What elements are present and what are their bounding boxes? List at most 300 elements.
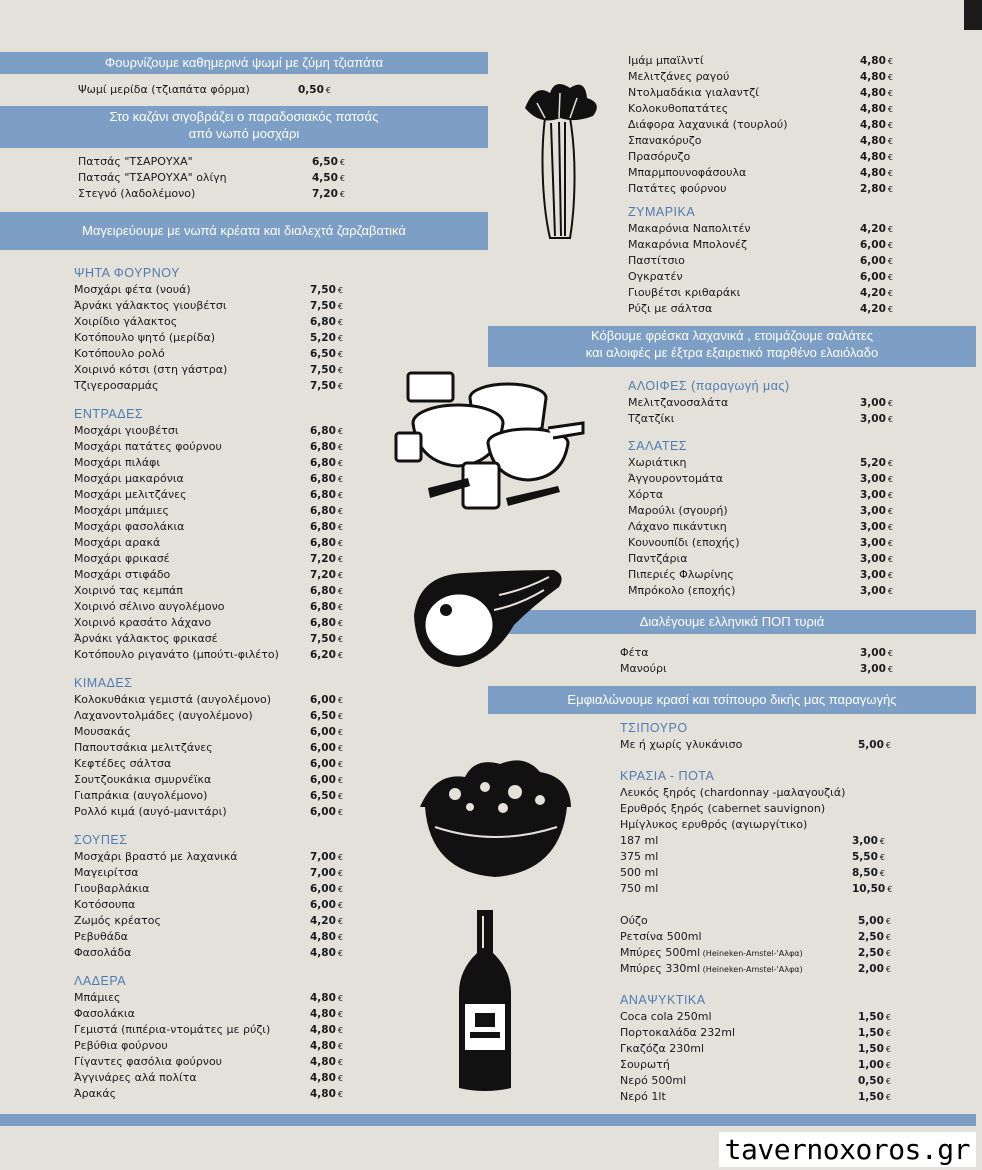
menu-item [620,913,900,929]
currency-symbol: € [337,712,344,721]
menu-item [74,929,352,945]
item-price [860,411,893,428]
item-name-text: Ντολμαδάκια γιαλαντζί [628,86,759,99]
item-price [860,221,893,238]
menu-item [74,647,352,663]
menu-item [78,82,358,98]
currency-symbol: € [887,539,894,548]
menu-item [628,395,900,411]
currency-symbol: € [337,635,344,644]
item-price [310,503,343,520]
item-name-text: Χοιρινό κρασάτο λάχανο [74,616,212,629]
menu-item [78,186,358,202]
item-name-text: Με ή χωρίς γλυκάνισο [620,738,743,751]
item-name [620,1009,712,1025]
item-price [860,101,893,118]
currency-symbol: € [887,885,893,894]
currency-symbol: € [887,89,894,98]
wine-description: Ημίγλυκος ερυθρός (αγιωργίτικο) [620,818,808,831]
item-name [74,692,271,708]
price-value: 2,00 [858,963,884,975]
currency-symbol: € [887,507,894,516]
item-price [310,631,343,648]
item-name [78,154,193,170]
item-name [620,913,648,929]
item-name-text: Μαγειρίτσα [74,866,139,879]
price-value: 4,80 [860,71,886,83]
item-name [628,471,723,487]
menu-item [74,330,352,346]
menu-item [74,551,352,567]
currency-symbol: € [337,382,344,391]
currency-symbol: € [337,1090,344,1099]
item-price [310,583,343,600]
menu-item [74,362,352,378]
menu-item [628,221,900,237]
item-name [628,285,740,301]
currency-symbol: € [887,105,894,114]
veg-dishes-list [628,53,900,197]
menu-item [74,487,352,503]
item-name-text: Μοσχάρι στιφάδο [74,568,171,581]
currency-symbol: € [887,555,894,564]
price-value: 6,00 [860,271,886,283]
item-name [74,788,207,804]
currency-symbol: € [885,741,892,750]
menu-item [74,913,352,929]
menu-item [628,301,900,317]
cheese-list [620,645,900,677]
currency-symbol: € [879,853,886,862]
menu-item [74,692,352,708]
price-value: 3,00 [860,569,886,581]
currency-symbol: € [337,491,344,500]
item-name [74,487,187,503]
item-name [74,929,128,945]
currency-symbol: € [337,994,344,1003]
currency-symbol: € [887,137,894,146]
section-heading: ΕΝΤΡΑΔΕΣ [74,407,144,421]
section-heading: ΤΣΙΠΟΥΡΟ [620,721,688,735]
item-name-text: Μοσχάρι μπάμιες [74,504,169,517]
item-name [74,804,227,820]
currency-symbol: € [337,507,344,516]
menu-item [620,1073,900,1089]
currency-symbol: € [337,853,344,862]
item-price [312,186,345,203]
currency-symbol: € [885,1061,892,1070]
celery-illustration [515,78,605,248]
item-name [74,740,213,756]
item-price [860,645,893,662]
item-price [310,708,343,725]
currency-symbol: € [337,443,344,452]
menu-item [628,165,900,181]
item-price [858,945,891,962]
item-name-text: Μελιτζανοσαλάτα [628,396,729,409]
item-name [628,133,702,149]
price-value: 1,50 [858,1091,884,1103]
currency-symbol: € [887,475,894,484]
menu-item [74,865,352,881]
item-name-text: Κεφτέδες σάλτσα [74,757,172,770]
item-price [858,961,891,978]
wine-bottle-illustration [455,908,515,1093]
currency-symbol: € [887,169,894,178]
item-name [628,535,740,551]
item-price [310,740,343,757]
menu-item [628,85,900,101]
currency-symbol: € [337,475,344,484]
item-price [860,301,893,318]
price-value: 8,50 [852,867,878,879]
currency-symbol: € [337,1026,344,1035]
item-name [620,881,658,897]
price-value: 4,20 [860,223,886,235]
currency-symbol: € [337,539,344,548]
spacer [74,663,352,674]
menu-item [628,471,900,487]
currency-symbol: € [887,399,894,408]
item-name [74,362,227,378]
wine-description: Λευκός ξηρός (chardonnay -μαλαγουζιά) [620,786,846,799]
band-patsas [0,106,488,148]
currency-symbol: € [887,289,894,298]
item-name-text: Πορτοκαλάδα 232ml [620,1026,736,1039]
item-price [860,471,893,488]
price-value: 6,80 [310,521,336,533]
currency-symbol: € [887,665,894,674]
item-name [74,503,169,519]
item-name-text: Ούζο [620,914,648,927]
item-price [310,330,343,347]
menu-item [628,503,900,519]
item-name [74,647,279,663]
currency-symbol: € [887,305,894,314]
item-name [74,849,237,865]
item-name [74,378,159,394]
price-value: 10,50 [852,883,886,895]
band-salads-line1: Κόβουμε φρέσκα λαχανικά , ετοιμάζουμε σαλάτες [591,328,873,343]
band-bread-text: Φουρνίζουμε καθημερινά ψωμί με ζύμη τζιαπάτα [104,55,384,70]
patsas-list [78,154,358,202]
ham-illustration [404,565,569,675]
item-name [628,237,747,253]
price-value: 4,80 [860,135,886,147]
menu-item [74,423,352,439]
price-value: 3,00 [860,397,886,409]
item-name [628,269,683,285]
item-name [74,583,183,599]
currency-symbol: € [339,174,346,183]
item-name [628,411,675,427]
item-name-text: Μουσακάς [74,725,131,738]
menu-item [74,788,352,804]
salad-bowl-illustration [415,752,575,882]
price-value: 6,00 [310,899,336,911]
item-name [74,599,225,615]
price-value: 6,80 [310,425,336,437]
menu-item [78,170,358,186]
menu-item [74,740,352,756]
currency-symbol: € [885,949,892,958]
item-price [860,117,893,134]
item-name [628,53,704,69]
item-price [298,82,331,99]
item-name [628,551,687,567]
item-name-text: 375 ml [620,850,659,863]
menu-item [74,881,352,897]
item-name [74,913,161,929]
item-name-text: Πιπεριές Φλωρίνης [628,568,734,581]
price-value: 1,00 [858,1059,884,1071]
band-meats-text: Μαγειρεύουμε με νωπά κρέατα και διαλεχτά ζαρζαβατικά [82,223,406,238]
currency-symbol: € [337,302,344,311]
price-value: 3,00 [860,553,886,565]
currency-symbol: € [885,917,892,926]
price-value: 4,80 [860,119,886,131]
item-name-text: Χωριάτικη [628,456,687,469]
currency-symbol: € [337,1074,344,1083]
item-price [310,519,343,536]
currency-symbol: € [887,571,894,580]
currency-symbol: € [885,1045,892,1054]
item-name [78,186,195,202]
currency-symbol: € [337,1042,344,1051]
item-name-text: Άγγινάρες αλά πολίτα [74,1071,197,1084]
menu-item [620,849,900,865]
item-price [858,929,891,946]
band-wine-text: Εμφιαλώνουμε κρασί και τσίπουρο δικής μας παραγωγής [567,692,897,707]
price-value: 4,80 [310,1040,336,1052]
item-name-text: Χοιρινό κότσι (στη γάστρα) [74,363,228,376]
item-price [310,378,343,395]
currency-symbol: € [337,523,344,532]
left-menu-sections [74,264,352,1102]
item-name-text: Ρεβύθια φούρνου [74,1039,168,1052]
menu-item [628,101,900,117]
item-name [74,615,211,631]
price-value: 4,20 [860,287,886,299]
currency-symbol: € [887,153,894,162]
item-name-text: Ρύζι με σάλτσα [628,302,713,315]
item-name [628,253,685,269]
menu-item [74,772,352,788]
item-price [860,535,893,552]
currency-symbol: € [337,760,344,769]
menu-item [620,1057,900,1073]
menu-item [628,133,900,149]
price-value: 3,00 [860,473,886,485]
menu-item [620,929,900,945]
item-price [852,849,885,866]
menu-item [620,661,900,677]
item-name-text: Χόρτα [628,488,664,501]
menu-item [74,1022,352,1038]
item-name [74,897,135,913]
price-value: 6,80 [310,617,336,629]
section-heading: ΣΑΛΑΤΕΣ [628,439,688,453]
cookware-illustration [388,368,588,523]
price-value: 7,50 [310,364,336,376]
price-value: 4,80 [310,1024,336,1036]
item-name [620,849,658,865]
menu-item [628,237,900,253]
currency-symbol: € [887,491,894,500]
item-name [628,117,788,133]
currency-symbol: € [337,933,344,942]
item-name [74,535,160,551]
item-price [852,865,885,882]
item-price [858,1089,891,1106]
price-value: 6,00 [310,758,336,770]
item-price [310,897,343,914]
price-value: 4,80 [310,1072,336,1084]
currency-symbol: € [887,649,894,658]
item-name-text: Λαχανοντολμάδες (αυγολέμονο) [74,709,253,722]
currency-symbol: € [879,837,886,846]
currency-symbol: € [337,901,344,910]
menu-item [628,567,900,583]
item-price [852,833,885,850]
item-name-text: Φασολάδα [74,946,132,959]
item-name [628,567,734,583]
item-price [310,756,343,773]
item-name-text: Ογκρατέν [628,270,683,283]
item-name-text: Σουτζουκάκια σμυρνέϊκα [74,773,212,786]
item-price [310,362,343,379]
item-price [860,149,893,166]
menu-item [74,990,352,1006]
item-name [74,330,215,346]
currency-symbol: € [337,334,344,343]
item-name [78,82,250,98]
item-name [74,945,131,961]
item-name-text: Στεγνό (λαδολέμονο) [78,187,196,200]
price-value: 7,00 [310,867,336,879]
currency-symbol: € [887,523,894,532]
item-name [620,737,742,753]
price-value: 4,50 [312,172,338,184]
price-value: 2,50 [858,947,884,959]
item-price [310,1070,343,1087]
price-value: 1,50 [858,1027,884,1039]
menu-item [620,737,900,753]
item-name [74,346,165,362]
item-price [310,724,343,741]
drinks-section [620,719,900,1105]
item-price [858,1009,891,1026]
menu-item [628,285,900,301]
item-price [310,423,343,440]
menu-item [628,117,900,133]
price-value: 6,80 [310,505,336,517]
spacer [620,897,900,913]
currency-symbol: € [337,350,344,359]
band-bottom [0,1114,976,1126]
currency-symbol: € [887,185,894,194]
menu-item [620,961,900,977]
currency-symbol: € [887,459,894,468]
item-name [628,487,663,503]
item-name-text: Μοσχάρι πιλάφι [74,456,161,469]
currency-symbol: € [337,696,344,705]
item-name-text: Μπρόκολο (εποχής) [628,584,736,597]
item-name [628,395,728,411]
menu-item [620,945,900,961]
item-name-text: 500 ml [620,866,659,879]
currency-symbol: € [885,1029,892,1038]
price-value: 6,80 [310,489,336,501]
item-name [620,1041,704,1057]
item-name [74,1054,222,1070]
currency-symbol: € [887,587,894,596]
currency-symbol: € [887,273,894,282]
item-name [628,165,746,181]
item-price [310,1038,343,1055]
item-price [860,269,893,286]
item-name [74,1070,197,1086]
price-value: 4,80 [310,1088,336,1100]
spacer [74,394,352,405]
price-value: 5,20 [310,332,336,344]
item-price [312,154,345,171]
menu-item [74,631,352,647]
price-value: 4,80 [310,1056,336,1068]
item-name-text: Μακαρόνια Ναπολιτέν [628,222,751,235]
item-name-text: Κοτόπουλο ρολό [74,347,165,360]
item-price [860,237,893,254]
item-price [858,1025,891,1042]
item-price [310,772,343,789]
item-name-text: Μαρούλι (σγουρή) [628,504,728,517]
price-value: 6,80 [310,457,336,469]
item-name-text: Μπαρμπουνοφάσουλα [628,166,747,179]
item-name-text: Γιαπράκια (αυγολέμονο) [74,789,208,802]
currency-symbol: € [887,257,894,266]
price-value: 5,20 [860,457,886,469]
currency-symbol: € [337,427,344,436]
band-bread [0,52,488,74]
menu-item [628,149,900,165]
price-value: 6,50 [310,790,336,802]
item-name [74,439,222,455]
spacer [620,753,900,767]
item-name-text: Μοσχάρι φρικασέ [74,552,170,565]
currency-symbol: € [887,57,894,66]
item-price [858,913,891,930]
item-name-text: Παντζάρια [628,552,688,565]
item-name [620,661,667,677]
price-value: 6,20 [310,649,336,661]
price-value: 6,50 [312,156,338,168]
menu-item [74,1006,352,1022]
currency-symbol: € [337,619,344,628]
item-name [628,69,729,85]
price-value: 7,50 [310,300,336,312]
item-price [860,567,893,584]
item-name [628,455,687,471]
item-name-text: Πατσάς "ΤΣΑΡΟΥΧΑ" [78,155,193,168]
price-value: 6,00 [310,774,336,786]
item-name-text: Μελιτζάνες ραγού [628,70,730,83]
currency-symbol: € [337,366,344,375]
item-name [74,708,253,724]
item-price [860,583,893,600]
price-value: 1,50 [858,1011,884,1023]
menu-item [74,615,352,631]
item-price [310,535,343,552]
